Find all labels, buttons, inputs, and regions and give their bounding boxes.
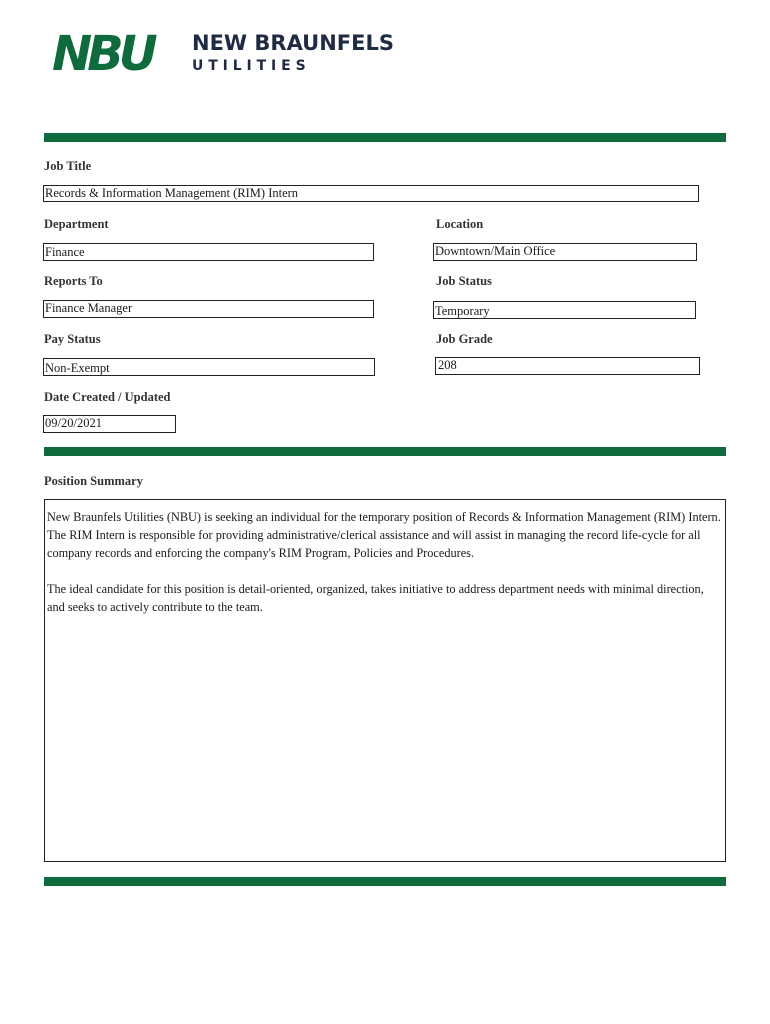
summary-paragraph-1: New Braunfels Utilities (NBU) is seeking an individual for the temporary position of Records & Information Management (RIM) Intern. The RIM Intern is responsible for providing administrative/clerical assistance and will assist in managing the record life-cycle for all company records and enforcing the company's RIM Program, Policies and Procedures.: [47, 510, 721, 560]
position-summary-label: Position Summary: [44, 474, 143, 488]
job-title-field[interactable]: Records & Information Management (RIM) Intern: [43, 185, 699, 202]
position-summary-box[interactable]: [44, 499, 726, 862]
department-field[interactable]: Finance: [43, 243, 374, 261]
logo-mark: NBU: [52, 26, 153, 82]
pay-status-label: Pay Status: [44, 332, 101, 346]
location-field[interactable]: Downtown/Main Office: [433, 243, 697, 261]
top-divider-bar: [44, 133, 726, 142]
summary-paragraph-2: The ideal candidate for this position is detail-oriented, organized, takes initiative to address department needs with minimal direction, and seeks to actively contribute to the team.: [47, 582, 704, 614]
middle-divider-bar: [44, 447, 726, 456]
reports-to-label: Reports To: [44, 274, 103, 288]
location-label: Location: [436, 217, 484, 231]
job-grade-label: Job Grade: [436, 332, 493, 346]
logo-line2: U T I L I T I E S: [192, 58, 306, 74]
job-title-label: Job Title: [44, 159, 92, 173]
pay-status-field[interactable]: Non-Exempt: [43, 358, 375, 376]
date-created-label: Date Created / Updated: [44, 390, 171, 404]
nbu-logo: [52, 26, 395, 82]
job-status-field[interactable]: Temporary: [433, 301, 696, 319]
reports-to-field[interactable]: Finance Manager: [43, 300, 374, 318]
job-grade-field[interactable]: 208: [435, 357, 700, 375]
job-status-label: Job Status: [436, 274, 492, 288]
bottom-divider-bar: [44, 877, 726, 886]
date-created-field[interactable]: 09/20/2021: [43, 415, 176, 433]
logo-line1: NEW BRAUNFELS: [192, 31, 395, 55]
department-label: Department: [44, 217, 109, 231]
